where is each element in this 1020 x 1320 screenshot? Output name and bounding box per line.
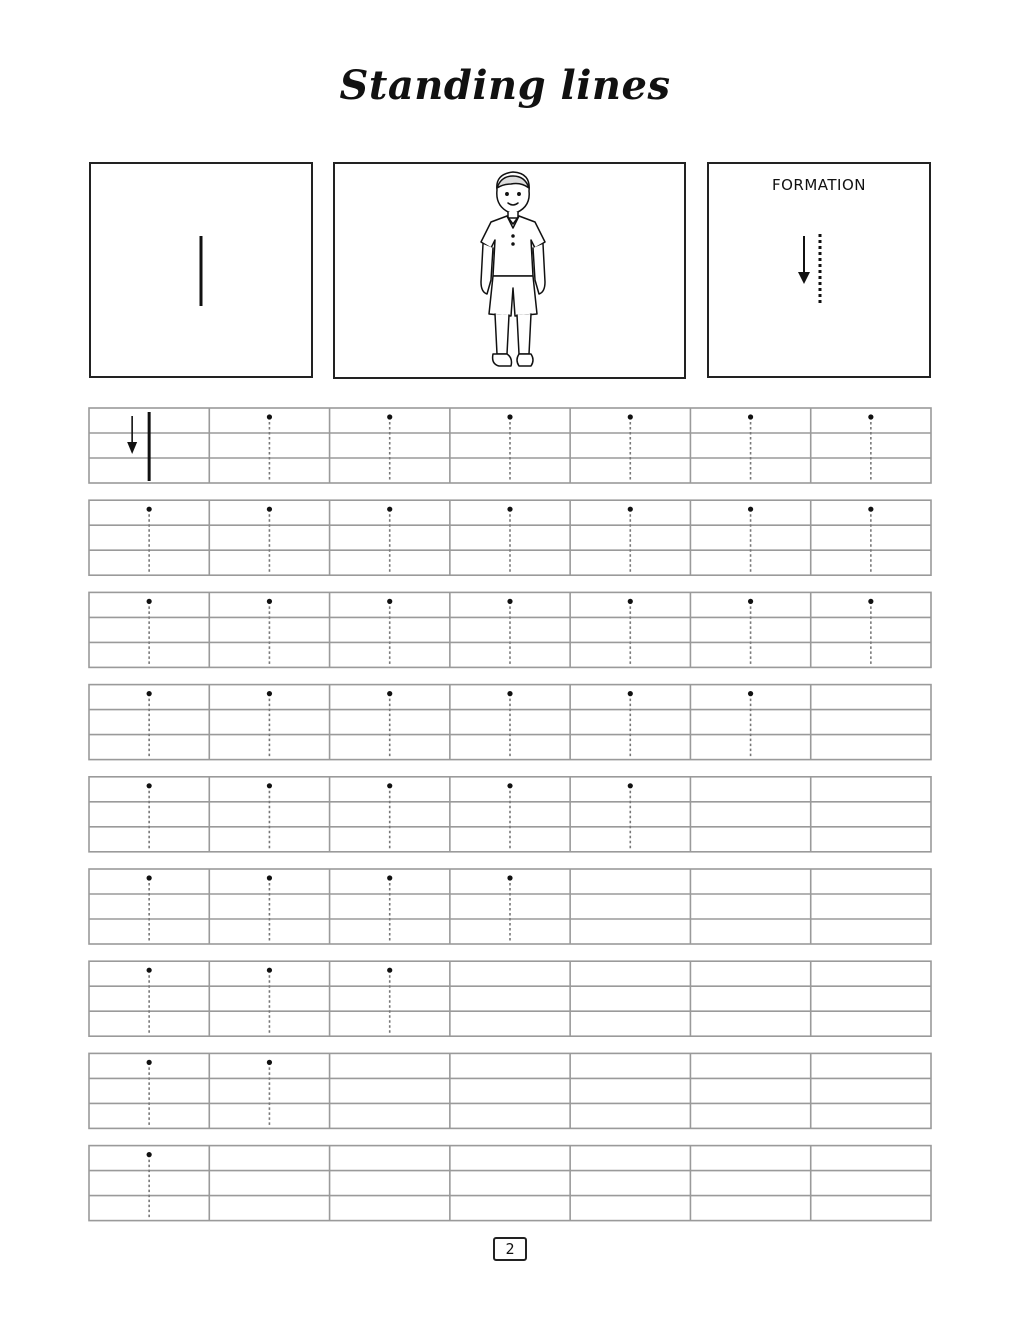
start-dot <box>147 875 152 880</box>
start-dot <box>748 691 753 696</box>
start-dot <box>507 783 512 788</box>
start-dot <box>147 507 152 512</box>
start-dot <box>387 968 392 973</box>
page-title: Standing lines <box>339 62 671 109</box>
start-dot <box>267 783 272 788</box>
start-dot <box>628 691 633 696</box>
start-dot <box>147 1060 152 1065</box>
start-dot <box>507 691 512 696</box>
start-dot <box>147 691 152 696</box>
start-dot <box>267 968 272 973</box>
start-dot <box>507 599 512 604</box>
start-dot <box>387 875 392 880</box>
start-dot <box>628 599 633 604</box>
practice-row <box>89 1053 931 1128</box>
start-dot <box>387 599 392 604</box>
start-dot <box>147 968 152 973</box>
start-dot <box>267 691 272 696</box>
start-dot <box>748 507 753 512</box>
start-dot <box>267 1060 272 1065</box>
start-dot <box>267 414 272 419</box>
start-dot <box>387 507 392 512</box>
start-dot <box>628 414 633 419</box>
start-dot <box>267 599 272 604</box>
start-dot <box>628 783 633 788</box>
start-dot <box>387 783 392 788</box>
start-dot <box>147 599 152 604</box>
start-dot <box>147 783 152 788</box>
start-dot <box>147 1152 152 1157</box>
arrow-head-icon <box>127 442 137 454</box>
start-dot <box>387 414 392 419</box>
start-dot <box>868 507 873 512</box>
start-dot <box>507 507 512 512</box>
start-dot <box>628 507 633 512</box>
practice-row <box>89 961 931 1036</box>
start-dot <box>507 875 512 880</box>
start-dot <box>507 414 512 419</box>
formation-label: FORMATION <box>771 176 866 194</box>
start-dot <box>267 875 272 880</box>
start-dot <box>748 599 753 604</box>
start-dot <box>267 507 272 512</box>
start-dot <box>387 691 392 696</box>
practice-row <box>89 1146 931 1221</box>
start-dot <box>868 414 873 419</box>
start-dot <box>748 414 753 419</box>
page-number: 2 <box>493 1237 527 1261</box>
start-dot <box>868 599 873 604</box>
